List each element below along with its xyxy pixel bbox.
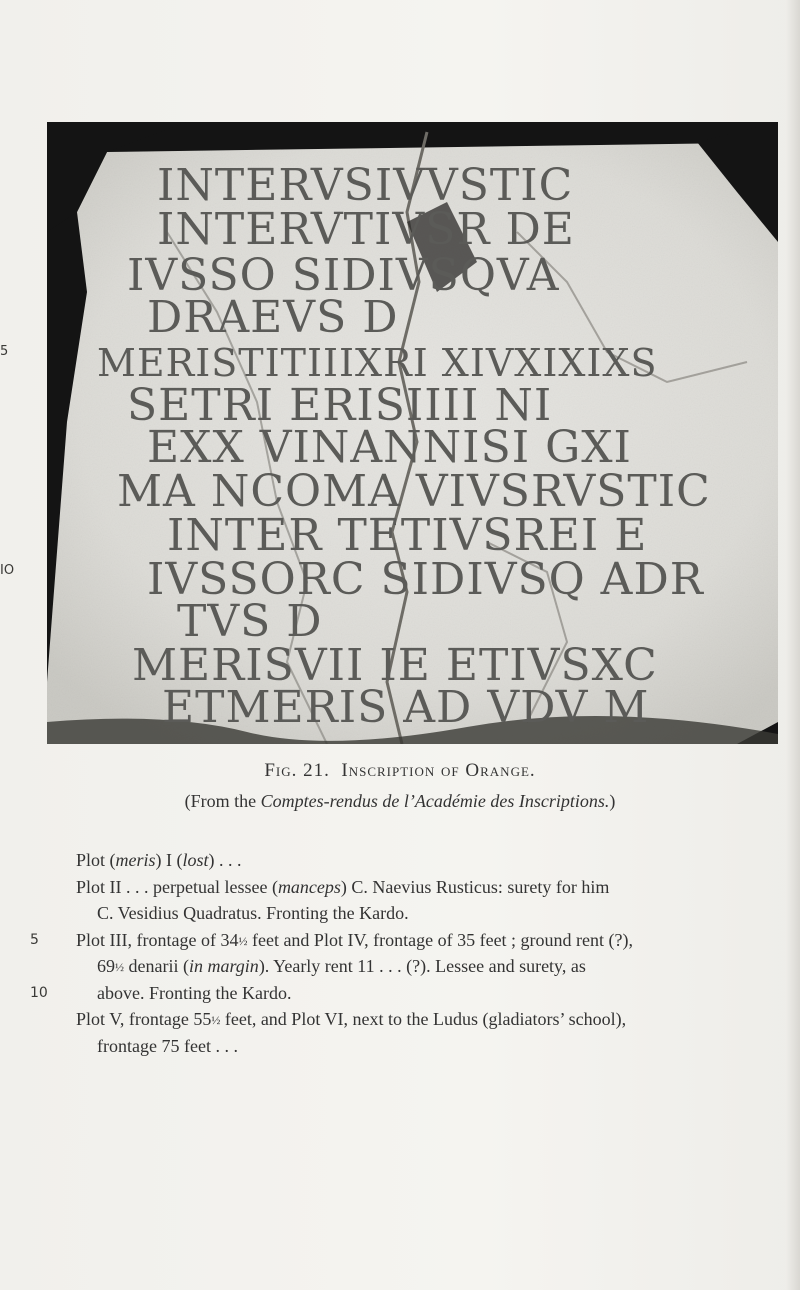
figure-source [0,791,800,812]
page-edge-shadow [786,0,800,1290]
figure-source-suffix: ) [609,791,616,811]
inscription-line-2: INTERVTIVSR DE [157,204,575,255]
translation-line-5: 69½ denarii (in margin). Yearly rent 11 . . . (?). Lessee and surety, as [97,956,586,976]
inscription-stone-svg [47,122,778,744]
inscription-line-1: INTERVSIVVSTIC [157,160,574,211]
plate-line-number-10: IO [0,563,15,578]
inscription-line-12: MERISVII IE ETIVSXC [132,640,658,691]
inscription-line-7: EXX VINANNISI GXI [147,422,632,473]
translation-line-2: Plot II . . . perpetual lessee (manceps) C. Naevius Rusticus: surety for him [76,876,610,897]
translation-line-6: 10 above. Fronting the Kardo. [76,980,776,1007]
translation-line-1: Plot (meris) I (lost) . . . [76,850,242,870]
figure-source-prefix: (From the [184,791,261,811]
inscription-line-9: INTER TETIVSREI E [167,510,648,561]
inscription-line-13: ETMERIS AD VDV M [162,682,650,733]
translation-line-8: frontage 75 feet . . . [97,1035,238,1056]
translation-text [30,847,776,1059]
inscription-photograph [47,122,778,744]
translation-line-3: C. Vesidius Quadratus. Fronting the Kardo. [97,903,409,923]
figure-title: Inscription of Orange. [341,760,536,781]
figure-label: Fig. 21. [264,760,330,781]
figure-caption [0,760,800,782]
inscription-line-8: MA NCOMA VIVSRVSTIC [117,466,711,517]
inscription-line-4: DRAEVS D [147,292,399,343]
translation-line-7: Plot V, frontage 55½ feet, and Plot VI, next to the Ludus (gladiators’ school), [76,1009,627,1029]
line-number-10: 10 [30,984,48,1001]
inscription-line-6: SETRI ERISIIII NI [127,380,553,431]
inscription-line-3: IVSSO SIDIVSQVA [127,250,560,301]
line-number-5: 5 [30,931,39,948]
plate-line-number-5: 5 [0,344,9,359]
translation-line-4: 5 Plot III, frontage of 34½ feet and Plot IV, frontage of 35 feet ; ground rent (?), [76,927,776,954]
figure-source-title: Comptes-rendus de l’Académie des Inscriptions. [260,791,610,811]
inscription-line-10: IVSSORC SIDIVSQ ADR [147,554,704,605]
inscription-line-5: MERISTITIIIXRI XIVXIXIXS [97,341,658,385]
inscription-line-11: TVS D [177,596,323,647]
